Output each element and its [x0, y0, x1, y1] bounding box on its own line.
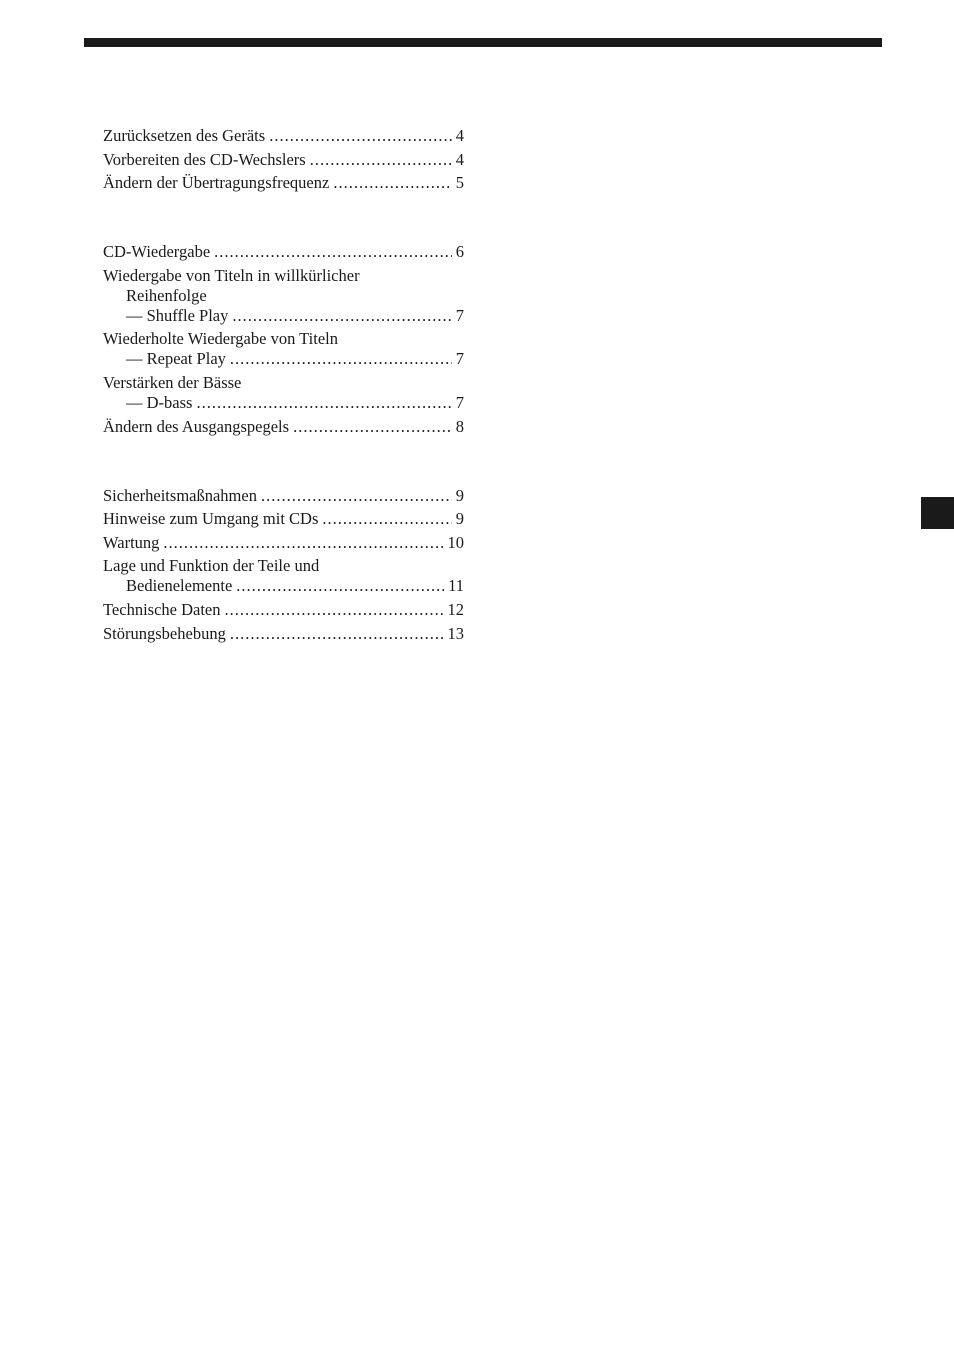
toc-entry[interactable]	[103, 126, 464, 146]
toc-section	[103, 242, 464, 436]
toc-entry-title: Ändern der Übertragungsfrequenz	[103, 173, 330, 193]
toc-entry[interactable]	[103, 533, 464, 553]
toc-entry-line	[103, 306, 464, 326]
toc-entry-line	[103, 373, 464, 393]
toc-entry-line	[103, 393, 464, 413]
toc-page-number: 13	[447, 623, 464, 643]
toc-entry-title: Hinweise zum Umgang mit CDs	[103, 509, 319, 529]
toc-entry-title: CD-Wiedergabe	[103, 242, 211, 262]
toc-entry-title: Zurücksetzen des Geräts	[103, 126, 266, 145]
top-rule	[84, 38, 882, 47]
toc-entry[interactable]	[103, 329, 464, 369]
toc-entry[interactable]	[103, 242, 464, 262]
toc-page-number: 6	[455, 242, 464, 262]
toc-entry[interactable]	[103, 373, 464, 413]
dot-leader	[293, 417, 452, 437]
dot-leader	[230, 624, 444, 644]
toc-entry-title: Ändern des Ausgangspegels	[103, 416, 290, 436]
toc-entry[interactable]	[103, 266, 464, 326]
toc-page-number: 5	[455, 173, 464, 193]
toc-entry-line	[103, 286, 464, 306]
toc-entry-title: — Repeat Play	[126, 349, 226, 369]
toc-entry-title: — Shuffle Play	[126, 305, 229, 325]
toc-entry-title: Lage und Funktion der Teile und	[103, 556, 320, 576]
toc-entry-line	[103, 486, 464, 506]
toc-entry-line	[103, 600, 464, 620]
toc-entry-line	[103, 533, 464, 553]
dot-leader	[261, 486, 452, 506]
section-tab-marker	[921, 497, 954, 529]
toc-entry-line	[103, 150, 464, 170]
toc-page-number: 7	[455, 392, 464, 412]
toc-section	[103, 126, 464, 193]
toc-page-number: 7	[455, 349, 464, 369]
toc-page-number: 8	[455, 416, 464, 436]
toc-entry[interactable]	[103, 600, 464, 620]
toc-entry[interactable]	[103, 624, 464, 644]
toc-entry-line	[103, 556, 464, 576]
toc-entry-line	[103, 349, 464, 369]
toc-page-number: 12	[447, 599, 464, 619]
toc-page-number: 9	[455, 485, 464, 505]
toc-entry-title: — D-bass	[126, 392, 193, 412]
toc-section	[103, 486, 464, 644]
toc-page-number: 9	[455, 509, 464, 529]
toc-entry-title: Bedienelemente	[126, 576, 233, 596]
toc-entry-line	[103, 242, 464, 262]
toc-entry-title: Wartung	[103, 532, 160, 552]
dot-leader	[236, 576, 444, 596]
dot-leader	[196, 393, 451, 413]
toc-page-number: 7	[455, 305, 464, 325]
toc-entry-line	[103, 624, 464, 644]
toc-entry[interactable]	[103, 150, 464, 170]
dot-leader	[163, 533, 443, 553]
dot-leader	[269, 126, 452, 146]
dot-leader	[333, 173, 451, 193]
toc-entry-line	[103, 126, 464, 146]
toc-entry-line	[103, 417, 464, 437]
dot-leader	[322, 509, 451, 529]
toc-entry-line	[103, 509, 464, 529]
toc-entry-title: Wiedergabe von Titeln in willkürlicher	[103, 265, 360, 285]
toc-entry-line	[103, 329, 464, 349]
toc-entry-line	[103, 173, 464, 193]
toc-entry[interactable]	[103, 509, 464, 529]
toc-entry-title: Störungsbehebung	[103, 623, 226, 643]
toc-page-number: 11	[448, 576, 464, 596]
toc-page-number: 4	[455, 126, 464, 145]
toc-entry-title: Technische Daten	[103, 599, 221, 619]
dot-leader	[230, 349, 452, 369]
toc-entry[interactable]	[103, 173, 464, 193]
toc-entry-title: Sicherheitsmaßnahmen	[103, 485, 257, 505]
dot-leader	[225, 600, 444, 620]
toc-entry-line	[103, 266, 464, 286]
toc-entry[interactable]	[103, 556, 464, 596]
toc-entry-title: Vorbereiten des CD-Wechslers	[103, 149, 306, 169]
toc-entry-line	[103, 576, 464, 596]
toc-entry-title: Verstärken der Bässe	[103, 372, 242, 392]
toc-entry[interactable]	[103, 486, 464, 506]
toc-page-number: 4	[455, 149, 464, 169]
dot-leader	[214, 242, 452, 262]
dot-leader	[232, 306, 451, 326]
toc-entry-title: Wiederholte Wiedergabe von Titeln	[103, 329, 338, 349]
dot-leader	[310, 150, 452, 170]
toc-entry-title: Reihenfolge	[126, 285, 207, 305]
toc-page-number: 10	[447, 532, 464, 552]
table-of-contents	[103, 126, 464, 693]
toc-entry[interactable]	[103, 417, 464, 437]
